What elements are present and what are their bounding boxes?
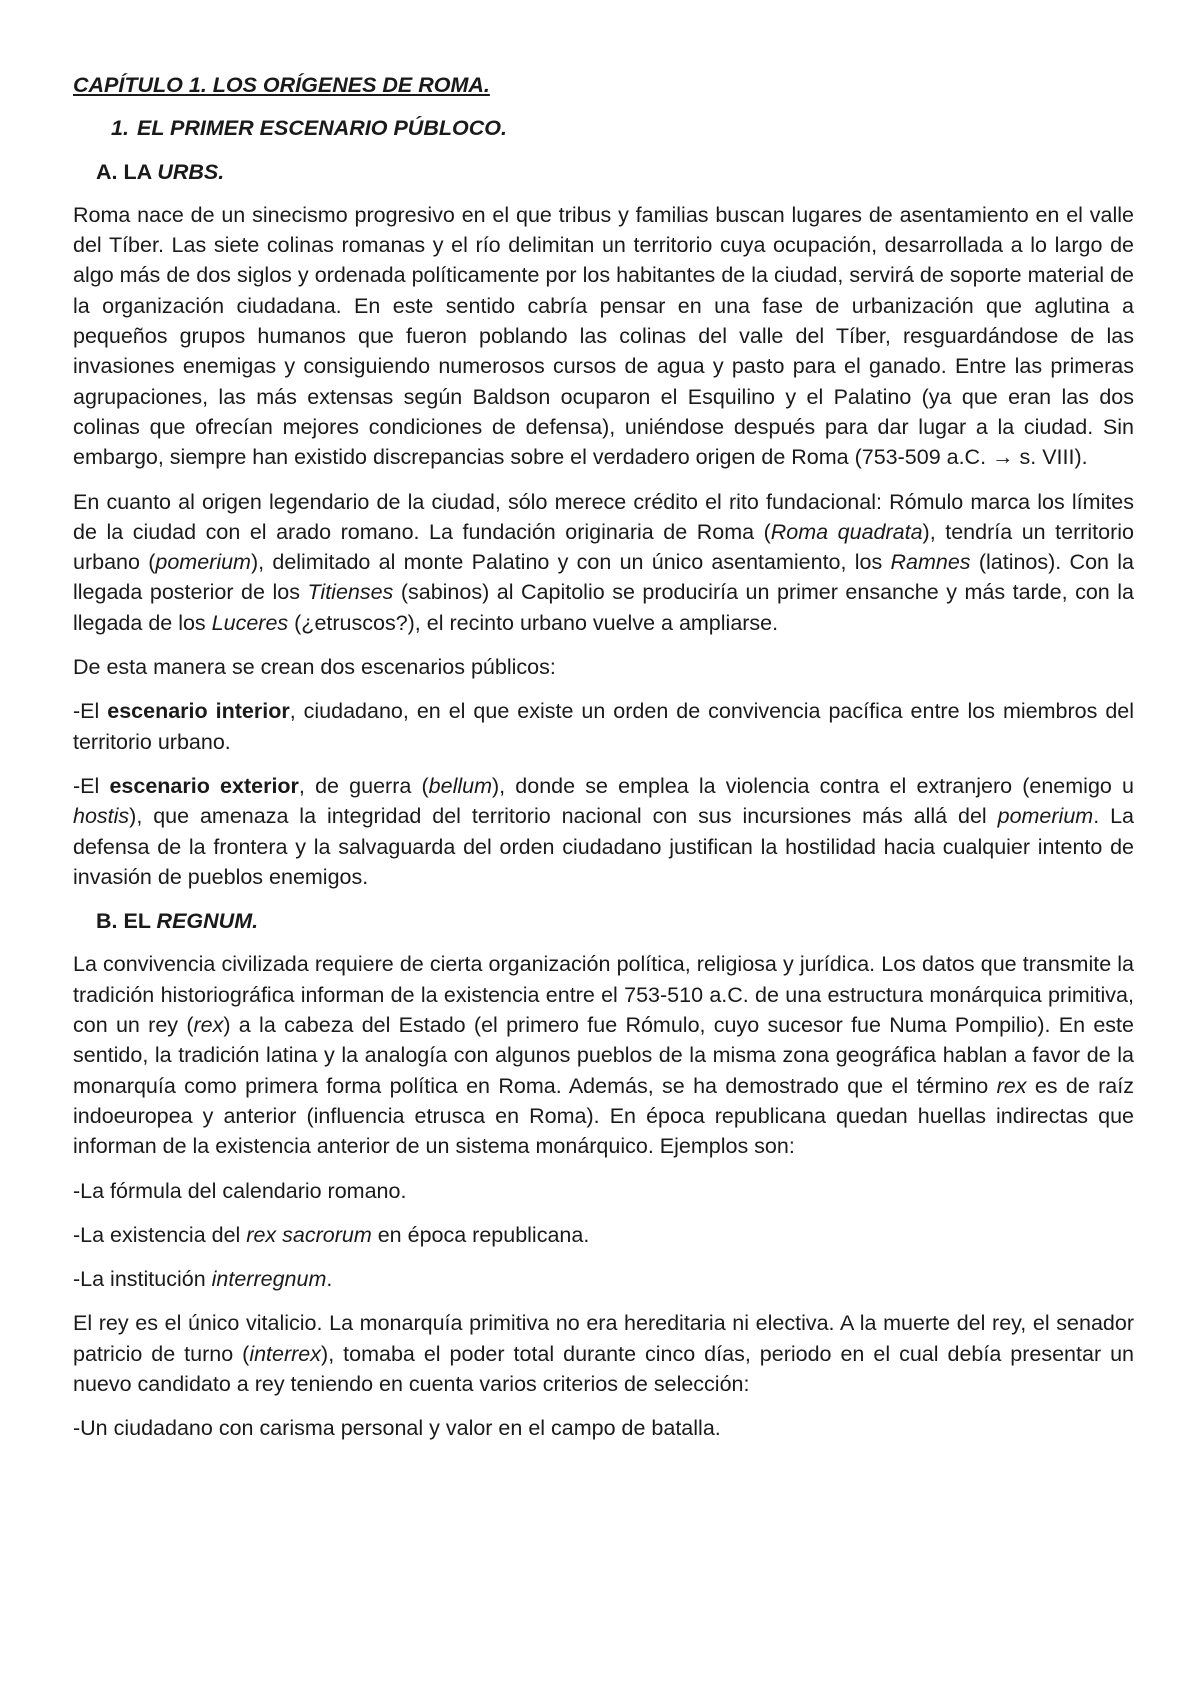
italic-term: hostis: [73, 804, 130, 829]
italic-term: Roma quadrata: [770, 519, 923, 544]
section-number: 1.: [111, 116, 129, 141]
subsection-a-heading: [96, 157, 1134, 187]
text-run: ), que amenaza la integridad del territorio nacional con sus incursiones más allá del: [129, 804, 998, 829]
list-item-rex-sacrorum: [73, 1220, 1134, 1250]
text-run: ), donde se emplea la violencia contra el extranjero (enemigo u: [492, 773, 1135, 798]
text-run: , ciudadano, en el que existe un orden de convivencia pacífica entre los miembros del territorio urbano.: [73, 699, 1135, 754]
section-heading: [111, 113, 1134, 143]
text-run: en época republicana.: [371, 1222, 590, 1247]
bold-term: escenario exterior: [109, 773, 299, 798]
text-run: (latinos). Con la llegada posterior de los: [73, 550, 1134, 605]
paragraph-regnum-intro: [73, 949, 1134, 1161]
text-run: El rey es el único vitalicio. La monarquía primitiva no era hereditaria ni electiva. A la muerte del rey, el senador patricio de turno (: [73, 1311, 1134, 1366]
list-item-calendar: -La fórmula del calendario romano.: [73, 1178, 407, 1203]
italic-term: pomerium: [155, 550, 251, 575]
text-run: La convivencia civilizada requiere de cierta organización política, religiosa y jurídica. Los datos que transmite la tradición historiográfica informan de la existencia entre el 753-510 a.C. de una estructura monárquica primitiva, con un rey (: [73, 952, 1134, 1038]
text-run: es de raíz indoeuropea y anterior (influencia etrusca en Roma). En época republicana quedan huellas indirectas que informan de la existencia anterior de un sistema monárquico. Ejemplos son:: [73, 1073, 1134, 1159]
text-run: En cuanto al origen legendario de la ciudad, sólo merece crédito el rito fundacional: Rómulo marca los límites de la ciudad con el arado romano. La fundación originaria de Roma (: [73, 489, 1134, 544]
paragraph-text: s. VIII).: [1013, 445, 1088, 470]
section-title-text: EL PRIMER ESCENARIO PÚBLOCO.: [137, 116, 507, 141]
arrow-right-icon: →: [992, 445, 1014, 470]
text-run: -La existencia del: [73, 1222, 247, 1247]
paragraph-legendary-origin: [73, 487, 1134, 638]
text-run: -El: [73, 699, 108, 724]
italic-term: interregnum: [211, 1267, 327, 1292]
subsection-a-prefix: A. LA: [96, 159, 158, 184]
text-run: -El: [73, 773, 110, 798]
bold-term: escenario interior: [107, 699, 290, 724]
subsection-b-emph: REGNUM.: [156, 909, 259, 934]
document-page: [73, 70, 1134, 1458]
italic-term: interrex: [249, 1341, 322, 1366]
text-run: (¿etruscos?), el recinto urbano vuelve a ampliarse.: [288, 610, 779, 635]
text-run: (sabinos) al Capitolio se produciría un primer ensanche y más tarde, con la llegada de los: [73, 580, 1135, 635]
text-run: -La institución: [73, 1267, 212, 1292]
italic-term: rex: [996, 1073, 1027, 1098]
list-item-interregnum: [73, 1264, 1134, 1294]
paragraph-interior-scenario: [73, 696, 1134, 757]
subsection-a-emph: URBS.: [157, 159, 225, 184]
paragraph-text: Roma nace de un sinecismo progresivo en el que tribus y familias buscan lugares de asentamiento en el valle del Tíber. Las siete colinas romanas y el río delimitan un territorio cuya ocupación, desarrollada a lo largo de algo más de dos siglos y ordenada políticamente por los habitantes de la ciudad, servirá de soporte material de la organización ciudadana. En este sentido cabría pensar en una fase de urbanización que aglutina a pequeños grupos humanos que fueron poblando las colinas del valle del Tíber, resguardándose de las invasiones enemigas y consiguiendo numerosos cursos de agua y pasto para el ganado. Entre las primeras agrupaciones, las más extensas según Baldson ocuparon el Esquilino y el Palatino (ya que eran las dos colinas que ofrecían mejores condiciones de defensa), uniéndose después para dar lugar a la ciudad. Sin embargo, siempre han existido discrepancias sobre el verdadero origen de Roma (753-509 a.C.: [73, 202, 1134, 470]
paragraph-two-scenarios: De esta manera se crean dos escenarios públicos:: [73, 655, 556, 680]
text-run: , de guerra (: [298, 773, 429, 798]
italic-term: rex sacrorum: [246, 1222, 372, 1247]
italic-term: Luceres: [211, 610, 289, 635]
list-item-charisma: -Un ciudadano con carisma personal y valor en el campo de batalla.: [73, 1416, 721, 1441]
text-run: . La defensa de la frontera y la salvaguarda del orden ciudadano justifican la hostilidad hacia cualquier intento de invasión de pueblos enemigos.: [73, 804, 1134, 889]
italic-term: Ramnes: [890, 550, 971, 575]
chapter-title: CAPÍTULO 1. LOS ORÍGENES DE ROMA.: [73, 73, 490, 97]
text-run: ), tomaba el poder total durante cinco días, periodo en el cual debía presentar un nuevo candidato a rey teniendo en cuenta varios criterios de selección:: [73, 1341, 1134, 1396]
paragraph-exterior-scenario: [73, 771, 1134, 892]
text-run: .: [326, 1267, 333, 1292]
italic-term: rex: [193, 1013, 224, 1038]
text-run: ) a la cabeza del Estado (el primero fue Rómulo, cuyo sucesor fue Numa Pompilio). En este sentido, la tradición latina y la analogía con algunos pueblos de la misma zona geográfica hablan a favor de la monarquía como primera forma política en Roma. Además, se ha demostrado que el término: [73, 1013, 1134, 1098]
italic-term: bellum: [428, 773, 492, 798]
text-run: ), delimitado al monte Palatino y con un único asentamiento, los: [250, 550, 891, 575]
paragraph-urbs-intro: [73, 200, 1134, 473]
subsection-b-prefix: B. EL: [96, 909, 157, 934]
italic-term: Titienses: [307, 580, 394, 605]
text-run: ), tendría un territorio urbano (: [73, 519, 1135, 575]
paragraph-king-lifetime: [73, 1308, 1134, 1399]
subsection-b-heading: [96, 906, 1134, 936]
italic-term: pomerium: [997, 804, 1094, 829]
